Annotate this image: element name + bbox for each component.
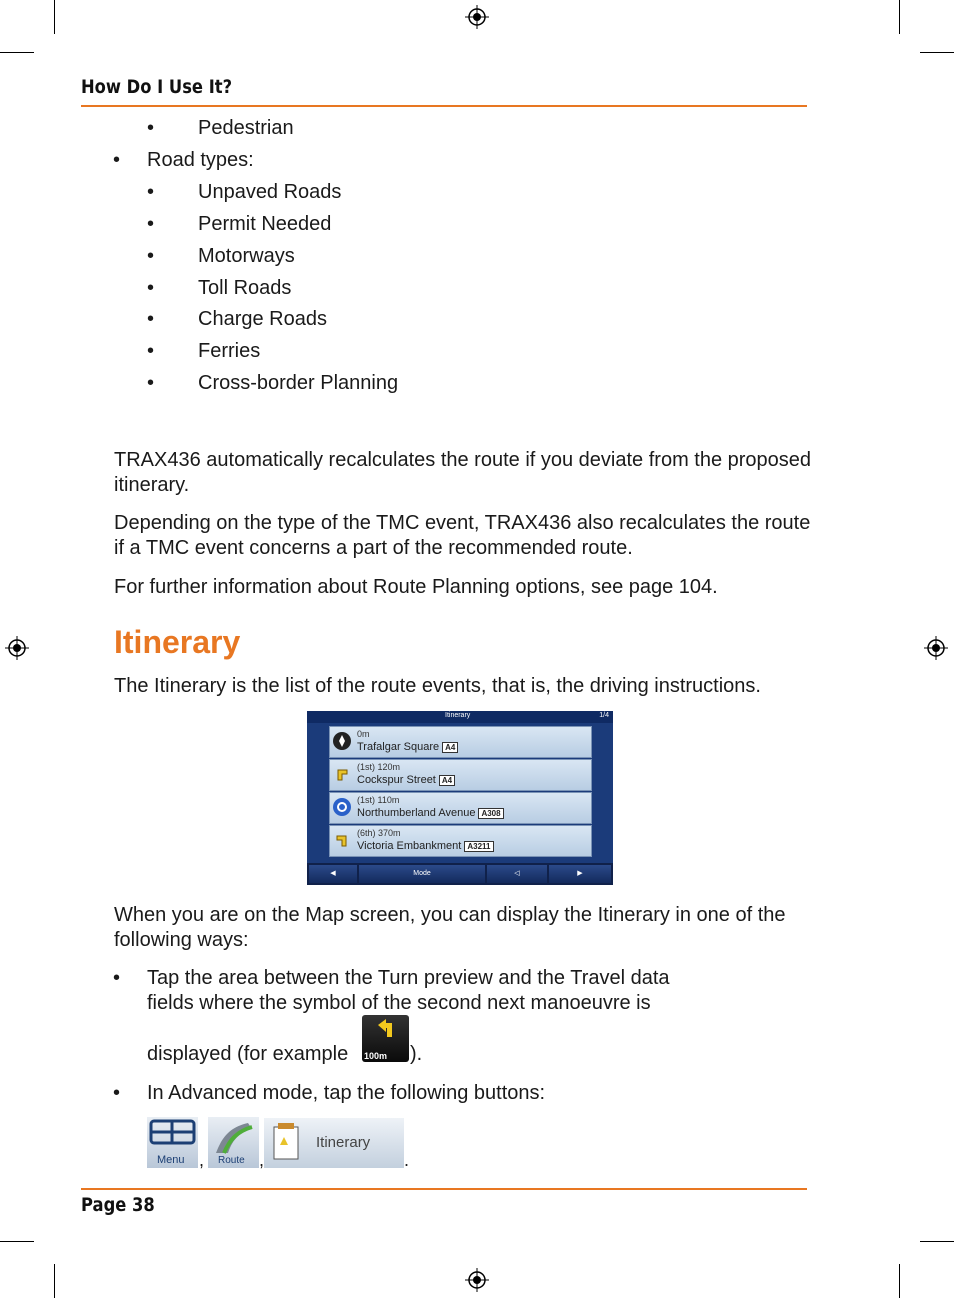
screenshot-titlebar bbox=[307, 711, 613, 723]
crop-mark bbox=[54, 0, 55, 34]
itinerary-row bbox=[329, 726, 592, 758]
row-street: Northumberland Avenue A308 bbox=[357, 807, 504, 819]
separator: . bbox=[404, 1150, 410, 1170]
crop-mark bbox=[899, 0, 900, 34]
back-button[interactable]: ◀ bbox=[309, 865, 357, 883]
turn-distance-label: 100m bbox=[364, 1051, 388, 1061]
crop-mark bbox=[920, 1241, 954, 1242]
crop-mark bbox=[0, 1241, 34, 1242]
screenshot-page-count: 1/4 bbox=[599, 712, 609, 719]
page-header-title: How Do I Use It? bbox=[81, 76, 233, 98]
turn-right-icon bbox=[332, 830, 352, 850]
row-street: Victoria Embankment A3211 bbox=[357, 840, 494, 852]
itinerary-button-label: Itinerary bbox=[316, 1134, 371, 1151]
itinerary-screenshot bbox=[307, 711, 613, 885]
crop-mark bbox=[899, 1264, 900, 1298]
menu-button[interactable] bbox=[147, 1117, 198, 1168]
itinerary-row bbox=[329, 792, 592, 824]
screenshot-title: Itinerary bbox=[445, 712, 471, 719]
row-distance: (1st) 110m bbox=[357, 795, 400, 805]
list-item-continuation: fields where the symbol of the second next manoeuvre is bbox=[147, 992, 651, 1014]
row-street: Cockspur Street A4 bbox=[357, 774, 455, 786]
crop-mark bbox=[0, 52, 34, 53]
registration-mark-icon bbox=[465, 1268, 489, 1292]
registration-mark-icon bbox=[5, 636, 29, 660]
row-distance: 0m bbox=[357, 729, 370, 739]
crop-mark bbox=[54, 1264, 55, 1298]
turn-left-arrow-icon bbox=[362, 1015, 409, 1049]
paragraph-recalc: TRAX436 automatically recalculates the route if you deviate from the proposed itinerary. bbox=[114, 449, 812, 496]
list-item-continuation: displayed (for example bbox=[147, 1043, 349, 1065]
page-number: Page 38 bbox=[81, 1194, 155, 1216]
itinerary-list-icon bbox=[266, 1119, 306, 1167]
row-distance: (6th) 370m bbox=[357, 828, 401, 838]
previous-page-button[interactable]: ◁ bbox=[487, 865, 547, 883]
section-intro: The Itinerary is the list of the route events, that is, the driving instructions. bbox=[114, 675, 761, 697]
registration-mark-icon bbox=[924, 636, 948, 660]
registration-mark-icon bbox=[465, 5, 489, 29]
route-button-label: Route bbox=[218, 1155, 245, 1166]
route-button[interactable] bbox=[208, 1117, 259, 1168]
paragraph-display-ways: When you are on the Map screen, you can display the Itinerary in one of the following ways: bbox=[114, 904, 786, 951]
turn-preview-example-icon bbox=[362, 1015, 409, 1062]
turn-left-icon bbox=[332, 764, 352, 784]
destination-flag-icon bbox=[332, 731, 352, 751]
header-rule bbox=[81, 105, 807, 107]
list-item-continuation: ). bbox=[410, 1043, 423, 1065]
itinerary-button[interactable] bbox=[264, 1118, 404, 1168]
mode-button[interactable]: Mode bbox=[359, 865, 485, 883]
crop-mark bbox=[920, 52, 954, 53]
paragraph-tmc: Depending on the type of the TMC event, TRAX436 also recalculates the route if a TMC event concerns a part of the recommended route. bbox=[114, 512, 811, 559]
screenshot-bottom-bar bbox=[307, 863, 613, 885]
next-page-button[interactable]: ▶ bbox=[549, 865, 611, 883]
paragraph-further-info: For further information about Route Planning options, see page 104. bbox=[114, 576, 718, 598]
row-distance: (1st) 120m bbox=[357, 762, 401, 772]
menu-button-label: Menu bbox=[157, 1154, 185, 1166]
itinerary-row bbox=[329, 825, 592, 857]
roundabout-icon bbox=[332, 797, 352, 817]
separator: , bbox=[259, 1150, 265, 1170]
separator: , bbox=[199, 1150, 205, 1170]
itinerary-row bbox=[329, 759, 592, 791]
menu-icon bbox=[147, 1117, 198, 1153]
row-street: Trafalgar Square A4 bbox=[357, 741, 458, 753]
footer-rule bbox=[81, 1188, 807, 1190]
section-heading: Itinerary bbox=[114, 624, 241, 660]
route-road-icon bbox=[208, 1117, 259, 1155]
